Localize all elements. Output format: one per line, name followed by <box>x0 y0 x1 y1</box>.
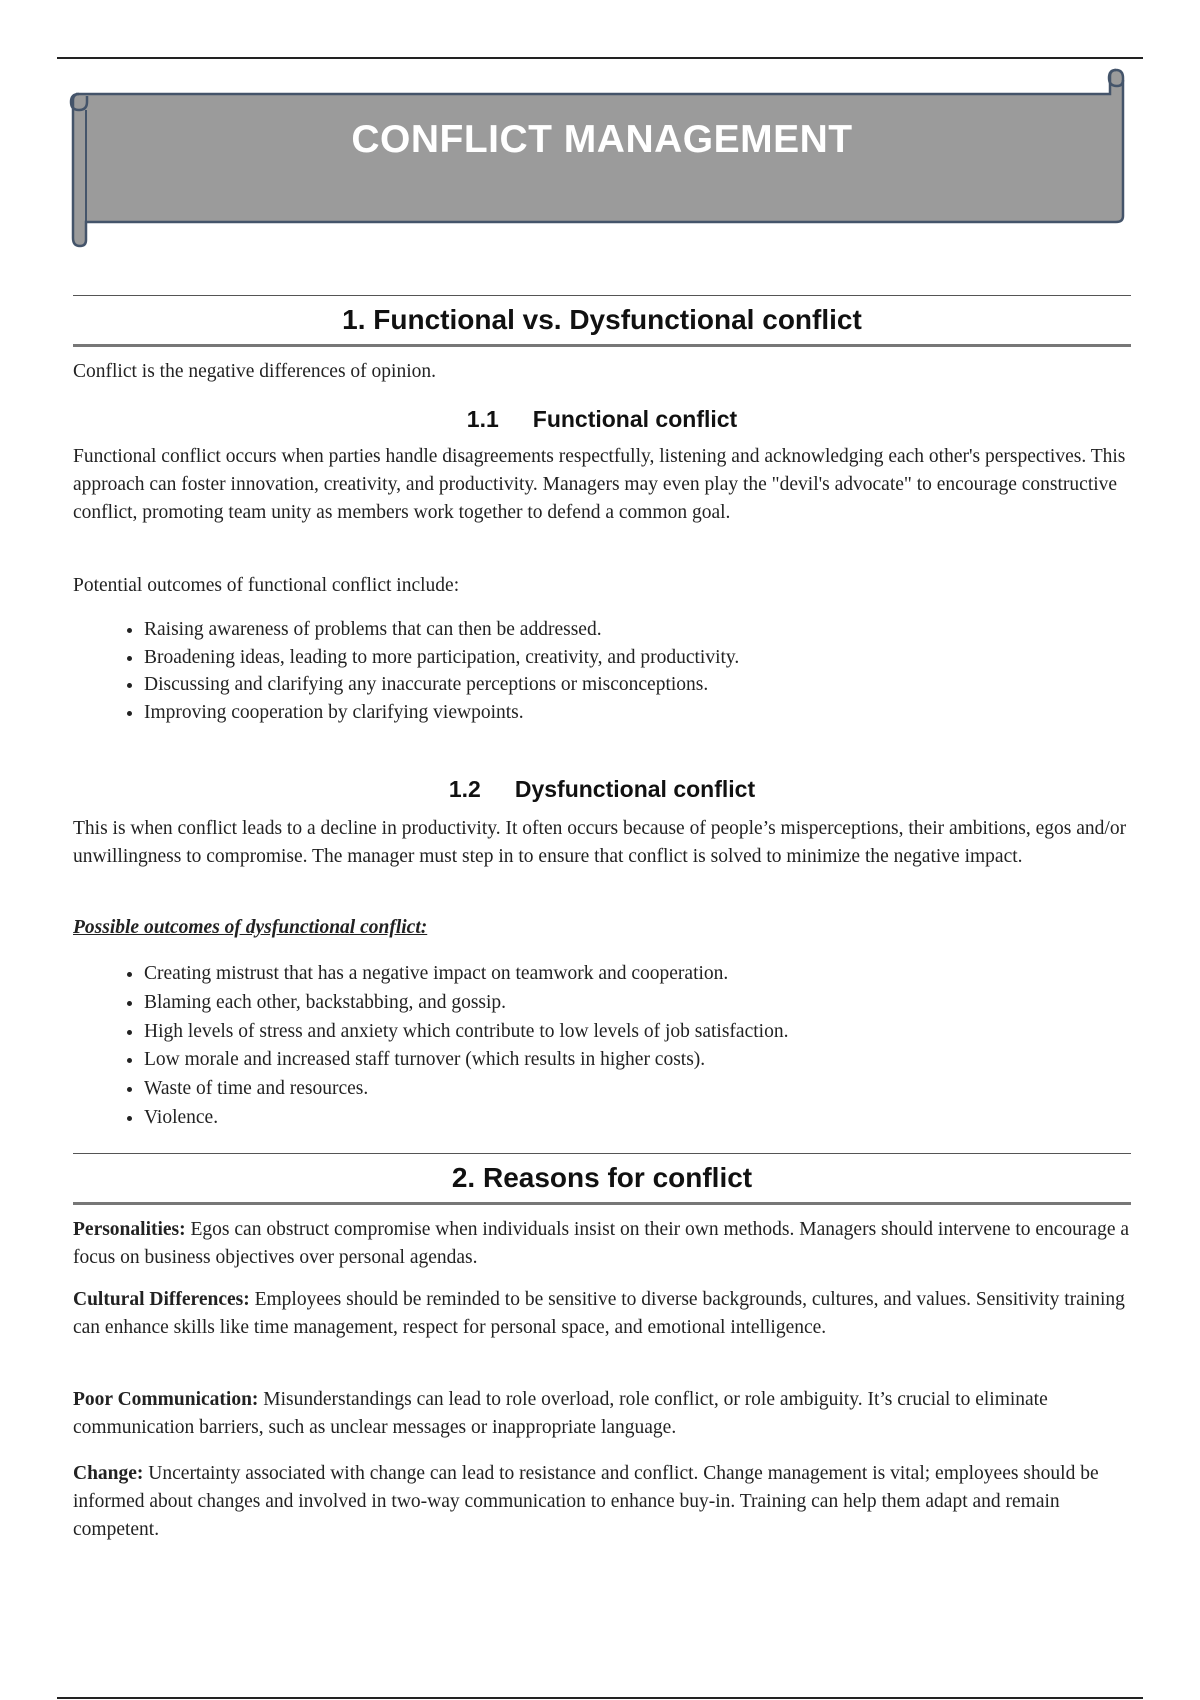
reason-personalities <box>73 1216 1131 1272</box>
functional-outcomes-list <box>73 616 1200 726</box>
title-banner <box>62 68 1142 248</box>
functional-outcomes-intro: Potential outcomes of functional conflict include: <box>73 575 460 596</box>
subsection-1-2-heading <box>73 776 1131 803</box>
reason-term: Personalities: <box>73 1219 186 1240</box>
subsection-number: 1.2 <box>448 776 481 802</box>
bottom-page-rule <box>57 1697 1143 1699</box>
top-page-rule <box>57 57 1143 59</box>
list-item: • Blaming each other, backstabbing, and gossip. <box>144 989 1200 1018</box>
list-item: • Creating mistrust that has a negative impact on teamwork and cooperation. <box>144 960 1200 989</box>
list-item: • Waste of time and resources. <box>144 1075 1200 1104</box>
subsection-number: 1.1 <box>466 406 499 432</box>
list-item: • High levels of stress and anxiety which contribute to low levels of job satisfaction. <box>144 1018 1200 1047</box>
section-1-heading: 1. Functional vs. Dysfunctional conflict <box>73 295 1131 347</box>
functional-conflict-paragraph: Functional conflict occurs when parties handle disagreements respectfully, listening and acknowledging each other's perspectives. This approach can foster innovation, creativity, and productivity. Managers may even play the "devil's advocate" to encourage constructive conflict, promoting team unity as members work together to defend a common goal. <box>73 446 1126 523</box>
subsection-title: Functional conflict <box>532 406 738 432</box>
reason-cultural-differences <box>73 1286 1131 1342</box>
reason-text: Misunderstandings can lead to role overload, role conflict, or role ambiguity. It’s crucial to eliminate communication barriers, such as unclear messages or inappropriate language. <box>73 1389 1048 1438</box>
reason-text: Egos can obstruct compromise when individuals insist on their own methods. Managers should intervene to encourage a focus on business objectives over personal agendas. <box>73 1219 1130 1268</box>
dysfunctional-conflict-paragraph: This is when conflict leads to a decline in productivity. It often occurs because of people’s misperceptions, their ambitions, egos and/or unwillingness to compromise. The manager must step in to ensure that conflict is solved to minimize the negative impact. <box>73 818 1127 867</box>
section-1-intro: Conflict is the negative differences of opinion. <box>73 361 436 382</box>
dysfunctional-outcomes-intro: Possible outcomes of dysfunctional conflict: <box>73 917 428 938</box>
dysfunctional-outcomes-list <box>73 960 1200 1133</box>
document-title: CONFLICT MANAGEMENT <box>351 118 853 161</box>
subsection-1-1-heading <box>73 406 1131 433</box>
list-item: • Broadening ideas, leading to more participation, creativity, and productivity. <box>144 644 1200 672</box>
list-item: • Violence. <box>144 1104 1200 1133</box>
reason-text: Uncertainty associated with change can lead to resistance and conflict. Change management is vital; employees should be informed about changes and involved in two-way communication to enhance buy-in. Training can help them adapt and remain competent. <box>73 1463 1099 1540</box>
reason-term: Cultural Differences: <box>73 1289 250 1310</box>
list-item: • Raising awareness of problems that can then be addressed. <box>144 616 1200 644</box>
reason-term: Change: <box>73 1463 144 1484</box>
list-item: • Low morale and increased staff turnover (which results in higher costs). <box>144 1046 1200 1075</box>
list-item: • Improving cooperation by clarifying viewpoints. <box>144 699 1200 727</box>
reason-text: Employees should be reminded to be sensitive to diverse backgrounds, cultures, and values. Sensitivity training can enhance skills like time management, respect for personal space, and emotional intelligence. <box>73 1289 1125 1338</box>
section-2-heading: 2. Reasons for conflict <box>73 1153 1131 1205</box>
list-item: • Discussing and clarifying any inaccurate perceptions or misconceptions. <box>144 671 1200 699</box>
reason-poor-communication <box>73 1386 1131 1442</box>
reason-term: Poor Communication: <box>73 1389 259 1410</box>
subsection-title: Dysfunctional conflict <box>514 776 756 802</box>
reason-change <box>73 1460 1131 1544</box>
